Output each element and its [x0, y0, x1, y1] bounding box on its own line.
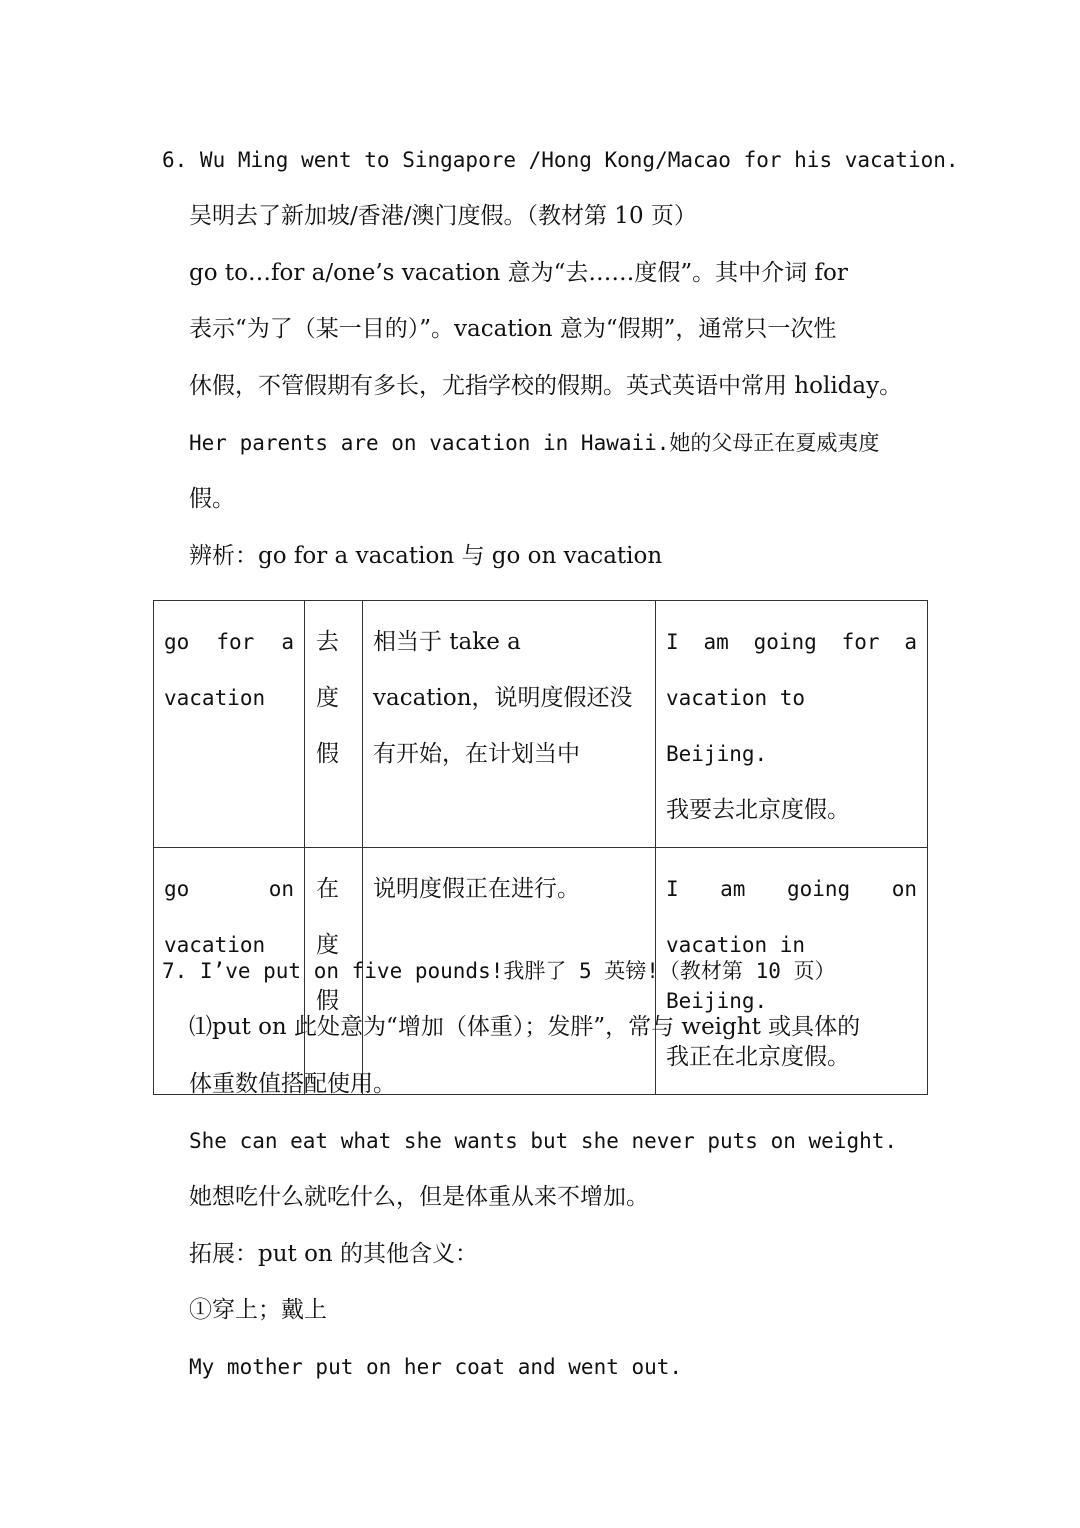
- item-6-explanation-line-3: 休假，不管假期有多长，尤指学校的假期。英式英语中常用 holiday。: [189, 373, 903, 399]
- example-chinese: 我正在北京度假。: [666, 1044, 850, 1070]
- example-cell: [656, 601, 928, 848]
- item-7-extend-title: 拓展：put on 的其他含义：: [189, 1241, 479, 1267]
- example-english-line-1: I am going on: [666, 877, 917, 901]
- item-6-example-line-1: Her parents are on vacation in Hawaii.她的父母正在夏威夷度: [189, 431, 880, 455]
- usage-cell: 相当于 take a vacation，说明度假还没有开始，在计划当中: [363, 601, 656, 848]
- item-6-translation: 吴明去了新加坡/香港/澳门度假。（教材第 10 页）: [189, 203, 697, 229]
- compare-title: 辨析：go for a vacation 与 go on vacation: [189, 543, 663, 569]
- usage-cell: 说明度假正在进行。: [363, 848, 656, 1095]
- example-chinese: 我要去北京度假。: [666, 797, 850, 823]
- item-6-explanation-line-2: 表示“为了（某一目的）”。vacation 意为“假期”，通常只一次性: [189, 316, 837, 342]
- item-7-point-1-line-1: ⑴put on 此处意为“增加（体重）；发胖”，常与 weight 或具体的: [189, 1014, 861, 1040]
- example-english-line-1: I am going for a: [666, 630, 917, 654]
- term-cell: go for a vacation: [154, 601, 305, 848]
- meaning-cell: 去度假: [305, 601, 363, 848]
- item-6-example-line-2: 假。: [189, 486, 235, 512]
- term-cell: go on vacation: [154, 848, 305, 1095]
- meaning-cell: 在度假: [305, 848, 363, 1095]
- example-english-line-2: vacation in Beijing.: [666, 933, 806, 1013]
- item-7-point-1-line-2: 体重数值搭配使用。: [189, 1071, 396, 1097]
- item-6-explanation-line-1: go to…for a/one’s vacation 意为“去……度假”。其中介词 for: [189, 260, 848, 286]
- example-english-line-2: vacation to Beijing.: [666, 686, 806, 766]
- item-7-title: 7. I’ve put on five pounds!我胖了 5 英镑!（教材第 10 页）: [162, 959, 836, 983]
- item-7-example-chinese: 她想吃什么就吃什么，但是体重从来不增加。: [189, 1184, 649, 1210]
- item-7-meaning-1: ①穿上；戴上: [189, 1297, 327, 1323]
- item-6-title: 6. Wu Ming went to Singapore /Hong Kong/Macao for his vacation.: [162, 148, 959, 172]
- item-7-example-english: She can eat what she wants but she never puts on weight.: [189, 1129, 898, 1153]
- item-7-meaning-1-example: My mother put on her coat and went out.: [189, 1355, 683, 1379]
- table-row: [154, 601, 928, 848]
